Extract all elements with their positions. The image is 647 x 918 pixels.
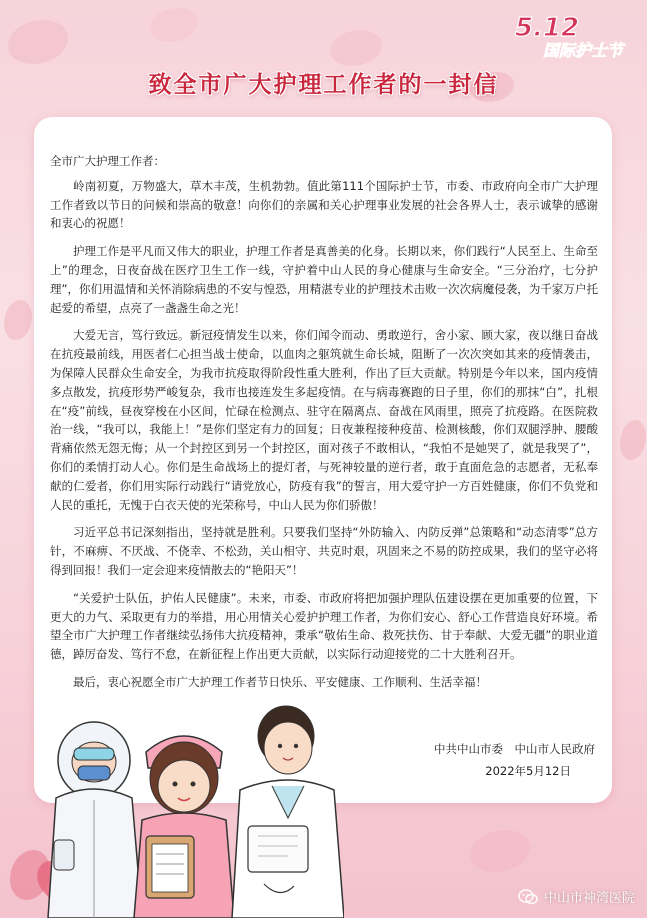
paragraph: 护理工作是平凡而又伟大的职业，护理工作者是真善美的化身。长期以来，你们践行“人民至上、生命至上”的理念，日夜奋战在医疗卫生工作一线，守护着中山人民的身心健康与生命安全。“三分治疗，七分护理”，你们用温情和关怀消除病患的不安与惶恐，用精湛专业的护理技术击败一次次病魔侵袭，为千家万户托起爱的希望，点亮了一盏盏生命之光！: [50, 244, 598, 315]
nurses-day-logo: [509, 6, 639, 64]
badge-number: 5.12: [515, 13, 580, 43]
signature-date: 2022年5月12日: [485, 764, 571, 778]
paragraph: 习近平总书记深刻指出，坚持就是胜利。只要我们坚持“外防输入、内防反弹”总策略和“动态清零”总方针，不麻痹、不厌战、不侥幸、不松劲，关山相守、共克时艰，巩固来之不易的防控成果，我们的坚守必将得到回报！我们一定会迎来疫情散去的“艳阳天”！: [50, 525, 598, 577]
petal-decoration: [4, 300, 32, 340]
page-title: 致全市广大护理工作者的一封信: [148, 72, 499, 98]
medical-workers-illustration: [34, 640, 344, 918]
wechat-icon: [518, 889, 538, 905]
badge-text: 国际护士节: [543, 41, 624, 60]
paragraph: “关爱护士队伍，护佑人民健康”。未来，市委、市政府将把加强护理队伍建设摆在更加重要的位置，下更大的力气、采取更有力的举措，用心用情关心爱护护理工作者，为你们安心、舒心工作营造良好环境。希望全市广大护理工作者继续弘扬伟大抗疫精神，秉承“敬佑生命、救死扶伤、甘于奉献、大爱无疆”的职业道德，踔厉奋发、笃行不怠，在新征程上作出更大贡献，以实际行动迎接党的二十大胜利召开。: [50, 590, 598, 662]
account-watermark: [518, 887, 635, 906]
signature-org: 中共中山市委 中山市人民政府: [434, 742, 595, 756]
petal-decoration: [150, 8, 198, 42]
paragraph: 大爱无言，笃行致远。新冠疫情发生以来，你们闻令而动、勇敢逆行，舍小家、顾大家，夜以继日奋战在抗疫最前线，用医者仁心担当战士使命，以血肉之躯筑就生命长城，阻断了一次次突如其来的疫情袭击，为保障人民群众生命安全，为我市抗疫取得阶段性重大胜利，作出了巨大贡献。特别是今年以来，国内疫情多点散发，抗疫形势严峻复杂，我市也接连发生多起疫情。在与病毒赛跑的日子里，你们的那抹“白”，扎根在“疫”前线，昼夜穿梭在小区间，忙碌在检测点、驻守在隔离点、奋战在风雨里，照亮了抗疫路。在医院救治一线，“我可以，我能上！”是你们坚定有力的回复；日夜兼程接种疫苗、检测核酸，你们双腿浮肿、腰酸背痛依然无怨无悔；从一个封控区到另一个封控区，面对孩子不敢相认，“我怕不是她哭了，就是我哭了”，你们的柔情打动人心。你们是生命战场上的提灯者，与死神较量的逆行者，敢于直面危急的志愿者，无私奉献的仁爱者，你们用实际行动践行“请党放心，防疫有我”的誓言，用大爱守护一方百姓健康，你们不负党和人民的重托，无愧于白衣天使的光荣称号，中山人民为你们骄傲！: [50, 328, 598, 512]
nurse-worker: [134, 736, 234, 918]
petal-decoration: [330, 30, 382, 66]
salutation: 全市广大护理工作者：: [50, 154, 165, 168]
watermark-text: 中山市神湾医院: [543, 891, 635, 906]
signature-block: [434, 738, 595, 782]
doctor-worker: [232, 706, 344, 918]
paragraph: 岭南初夏，万物盛大，草木丰茂，生机勃勃。值此第111个国际护士节，市委、市政府向全市广大护理工作者致以节日的问候和崇高的敬意！向你们的亲属和关心护理事业发展的社会各界人士，表示诚挚的感谢和衷心的祝愿！: [50, 178, 598, 231]
petal-decoration: [470, 830, 530, 872]
paragraph: 最后，衷心祝愿全市广大护理工作者节日快乐、平安健康、工作顺利、生活幸福！: [73, 674, 487, 689]
protective-suit-worker: [48, 722, 142, 918]
letter-body: [50, 152, 598, 701]
petal-decoration: [8, 20, 68, 64]
petal-decoration: [620, 420, 646, 460]
